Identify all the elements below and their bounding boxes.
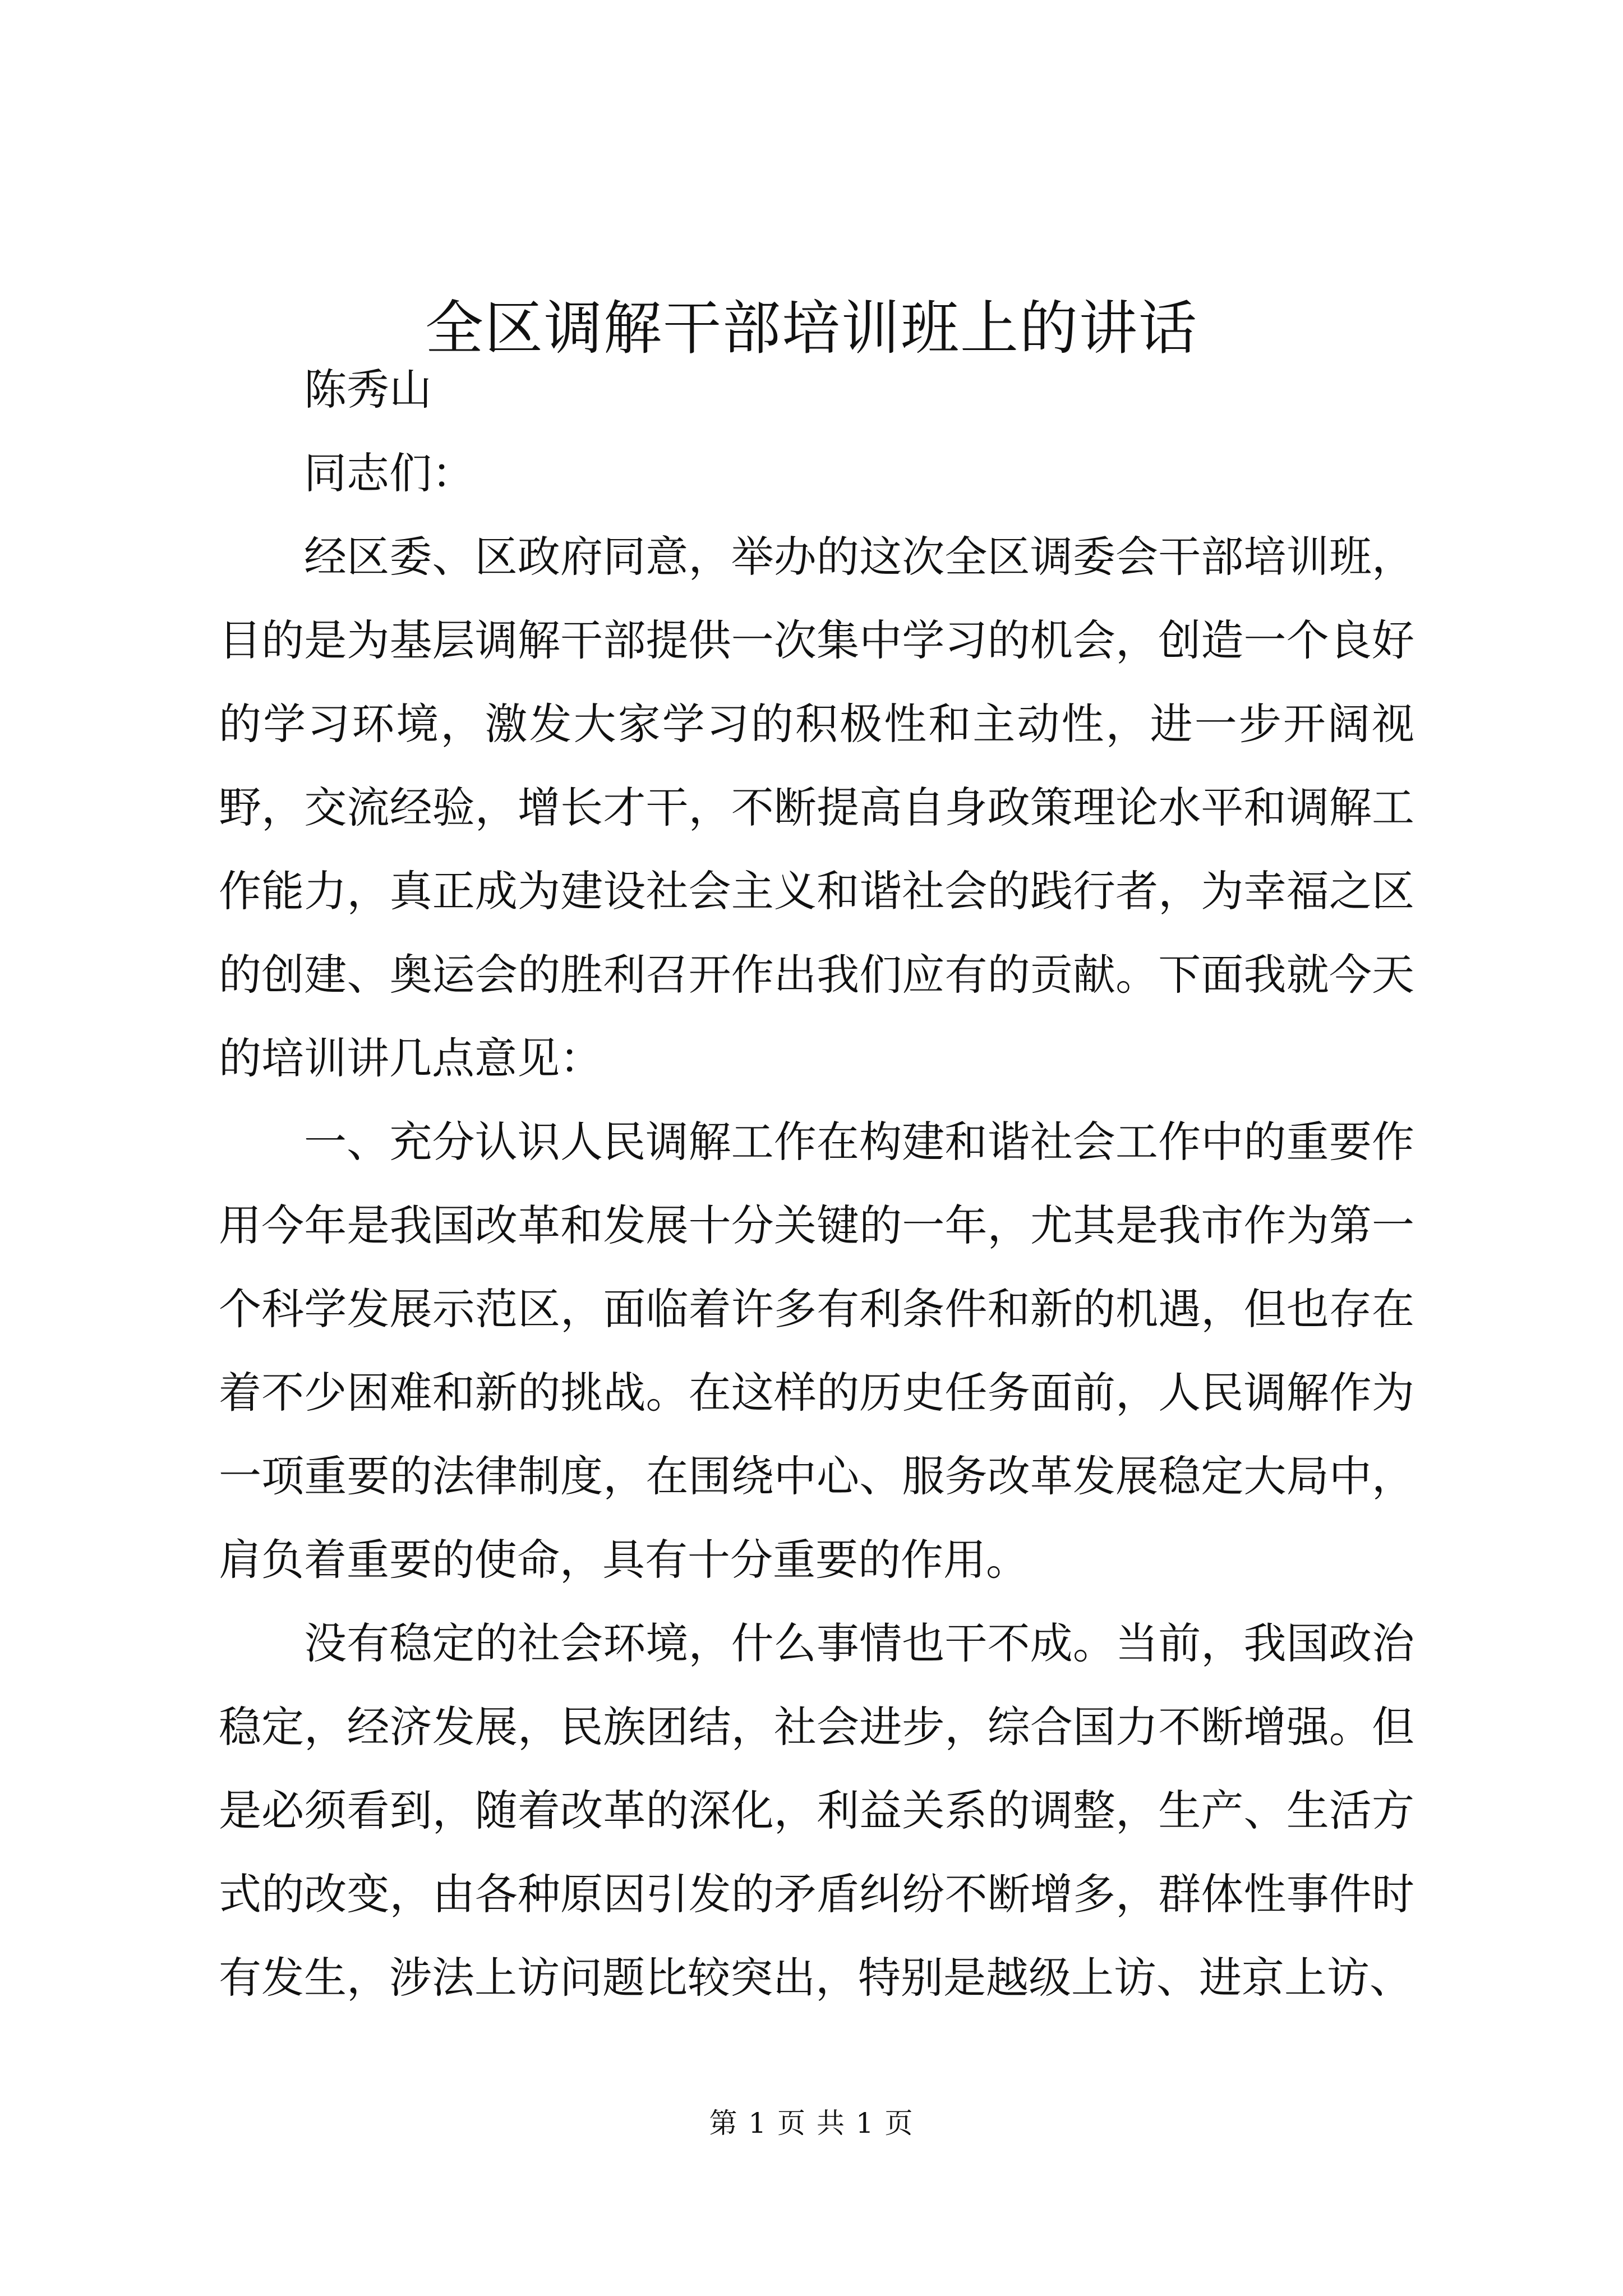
document-title: 全区调解干部培训班上的讲话 — [425, 294, 1198, 362]
salutation-line: 同志们： — [304, 448, 474, 498]
body-paragraph: 没有稳定的社会环境，什么事情也干不成。当前，我国政治稳定，经济发展，民族团结，社会进步，综合国力不断增强。但是必须看到，随着改革的深化，利益关系的调整，生产、生活方式的改变，由各种原因引发的矛盾纠纷不断增多，群体性事件时有发生，涉法上访问题比较突出，特别是越级上访、进京上访、 — [219, 1618, 1414, 2003]
author-line: 陈秀山 — [304, 365, 432, 415]
page-footer: 第 1 页 共 1 页 — [709, 2107, 914, 2139]
document-body — [219, 348, 1414, 2019]
body-paragraph: 一、充分认识人民调解工作在构建和谐社会工作中的重要作用今年是我国改革和发展十分关键的一年，尤其是我市作为第一个科学发展示范区，面临着许多有利条件和新的机遇，但也存在着不少困难和新的挑战。在这样的历史任务面前，人民调解作为一项重要的法律制度，在围绕中心、服务改革发展稳定大局中，肩负着重要的使命，具有十分重要的作用。 — [219, 1117, 1414, 1585]
body-paragraph: 经区委、区政府同意，举办的这次全区调委会干部培训班，目的是为基层调解干部提供一次集中学习的机会，创造一个良好的学习环境，激发大家学习的积极性和主动性，进一步开阔视野，交流经验，增长才干，不断提高自身政策理论水平和调解工作能力，真正成为建设社会主义和谐社会的践行者，为幸福之区的创建、奥运会的胜利召开作出我们应有的贡献。下面我就今天的培训讲几点意见： — [219, 532, 1414, 1083]
